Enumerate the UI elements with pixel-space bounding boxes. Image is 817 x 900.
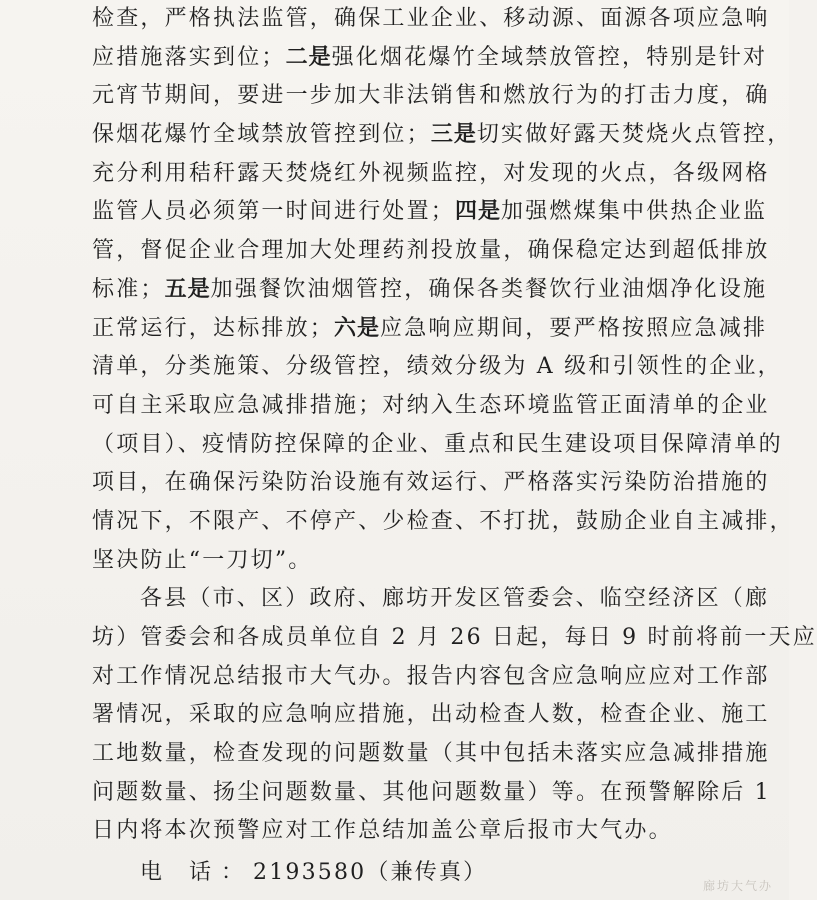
text-line xyxy=(92,464,770,503)
text-line xyxy=(92,310,768,349)
text-segment: 检查，严格执法监管，确保工业企业、移动源、面源各项应急响 xyxy=(92,6,770,31)
text-segment: 项目，在确保污染防治设施有效运行、严格落实污染防治措施的 xyxy=(92,470,770,496)
text-line xyxy=(92,77,770,116)
text-line xyxy=(92,193,768,232)
text-segment: 正常运行，达标排放； xyxy=(92,315,335,341)
text-segment: 坊）管委会和各成员单位自 2 月 26 日起，每日 9 时前将前一天应 xyxy=(92,625,817,650)
text-line xyxy=(92,812,702,851)
text-segment: 清单，分类施策、分级管控，绩效分级为 A 级和引领性的企业， xyxy=(92,354,782,380)
text-line xyxy=(92,271,768,310)
bold-ordinal: 三是 xyxy=(430,122,477,148)
text-segment: 管，督促企业合理加大处理药剂投放量，确保稳定达到超低排放 xyxy=(92,238,770,264)
text-segment: 切实做好露天焚烧火点管控， xyxy=(476,122,792,148)
text-segment: 各县（市、区）政府、廊坊开发区管委会、临空经济区（廊 xyxy=(140,586,770,612)
text-segment: 日内将本次预警应对工作总结加盖公章后报市大气办。 xyxy=(92,818,673,844)
text-segment: 应急响应期间，要严格按照应急减排 xyxy=(380,315,768,341)
phone-value: 2193580（兼传真） xyxy=(253,860,488,886)
text-segment: 署情况，采取的应急响应措施，出动检查人数，检查企业、施工 xyxy=(92,702,770,728)
text-segment: 可自主采取应急减排措施；对纳入生态环境监管正面清单的企业 xyxy=(92,392,770,418)
watermark: 廊坊大气办 xyxy=(702,879,773,893)
text-line xyxy=(92,580,770,619)
text-segment: 标准； xyxy=(92,276,165,302)
text-segment: 元宵节期间，要进一步加大非法销售和燃放行为的打击力度，确 xyxy=(92,83,770,109)
bold-ordinal: 二是 xyxy=(285,44,332,70)
bold-ordinal: 六是 xyxy=(334,315,381,341)
text-line xyxy=(92,658,770,697)
bold-ordinal: 五是 xyxy=(164,276,211,302)
text-line xyxy=(92,696,770,735)
text-line xyxy=(92,426,783,465)
phone-label: 电 话： xyxy=(140,860,253,886)
contact-phone xyxy=(92,854,702,893)
text-line xyxy=(92,116,792,155)
text-segment: （项目）、疫情防控保障的企业、重点和民生建设项目保障清单的 xyxy=(92,431,783,457)
text-line xyxy=(92,0,770,39)
bold-ordinal: 四是 xyxy=(455,199,502,225)
text-segment: 监管人员必须第一时间进行处置； xyxy=(92,199,456,225)
text-segment: 问题数量、扬尘问题数量、其他问题数量）等。在预警解除后 1 xyxy=(92,779,771,805)
text-segment: 保烟花爆竹全域禁放管控到位； xyxy=(92,122,431,148)
text-line xyxy=(92,542,702,581)
text-line xyxy=(92,232,770,271)
text-line xyxy=(92,503,794,542)
text-line xyxy=(92,387,770,426)
text-segment: 加强燃煤集中供热企业监 xyxy=(501,199,768,225)
text-segment: 强化烟花爆竹全域禁放管控，特别是针对 xyxy=(331,44,768,70)
text-segment: 对工作情况总结报市大气办。报告内容包含应急响应应对工作部 xyxy=(92,663,770,689)
text-segment: 工地数量，检查发现的问题数量（其中包括未落实应急减排措施 xyxy=(92,741,770,767)
text-line xyxy=(92,155,770,194)
text-line xyxy=(92,619,817,658)
text-segment: 坚决防止“一刀切”。 xyxy=(92,547,313,573)
text-line xyxy=(92,39,768,78)
text-line xyxy=(92,348,782,387)
text-line xyxy=(92,735,770,774)
text-segment: 应措施落实到位； xyxy=(92,44,286,70)
text-segment: 充分利用秸秆露天焚烧红外视频监控，对发现的火点，各级网格 xyxy=(92,160,770,186)
text-segment: 情况下，不限产、不停产、少检查、不打扰，鼓励企业自主减排， xyxy=(92,508,794,534)
text-line xyxy=(92,774,771,813)
text-segment: 加强餐饮油烟管控，确保各类餐饮行业油烟净化设施 xyxy=(210,276,768,302)
